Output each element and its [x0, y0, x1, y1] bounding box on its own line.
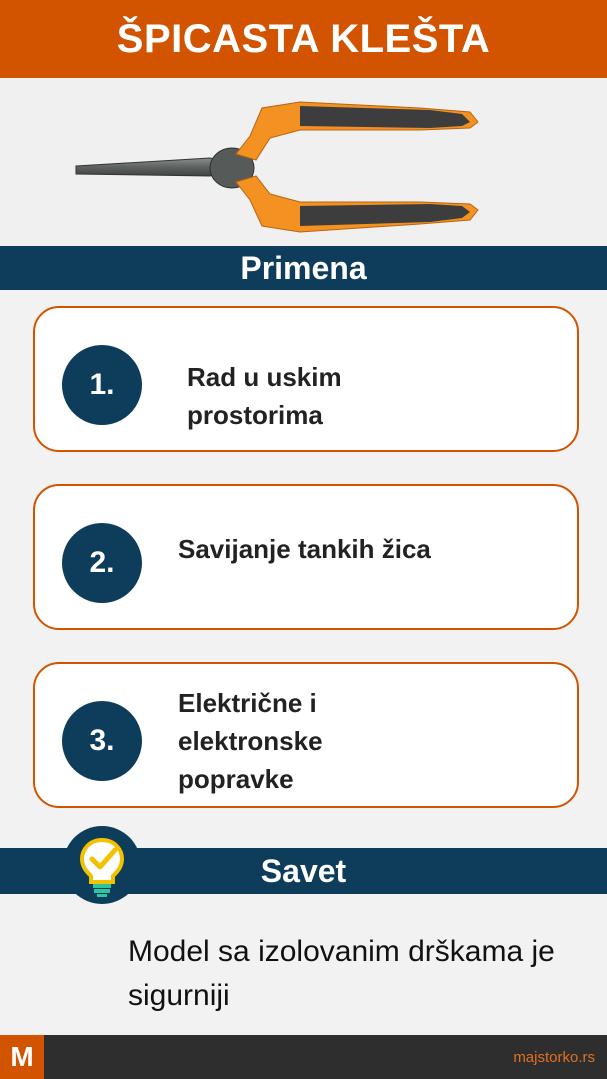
- site-link[interactable]: majstorko.rs: [513, 1048, 595, 1066]
- page-title-bar: [0, 0, 607, 78]
- pliers-icon: [0, 78, 607, 246]
- hero-image-area: [0, 78, 607, 246]
- tip-text: Model sa izolovanim drškama je sigurniji: [128, 935, 555, 1012]
- lightbulb-check-icon: [63, 826, 141, 904]
- brand-logo[interactable]: M: [0, 1035, 44, 1079]
- number-badge: 2.: [62, 523, 142, 603]
- usage-card-1: [33, 306, 579, 452]
- usage-text: Električne i elektronske popravke: [178, 688, 323, 794]
- savet-title: Savet: [260, 852, 347, 889]
- primena-title: Primena: [240, 249, 367, 286]
- usage-card-3: [33, 662, 579, 808]
- usage-text: Rad u uskim prostorima: [187, 362, 342, 430]
- page-title: ŠPICASTA KLEŠTA: [116, 16, 491, 61]
- usage-card-2: [33, 484, 579, 630]
- primena-section-header: [0, 246, 607, 290]
- footer: [0, 1035, 607, 1079]
- number-badge: 3.: [62, 701, 142, 781]
- number-badge: 1.: [62, 345, 142, 425]
- usage-text: Savijanje tankih žica: [178, 534, 431, 564]
